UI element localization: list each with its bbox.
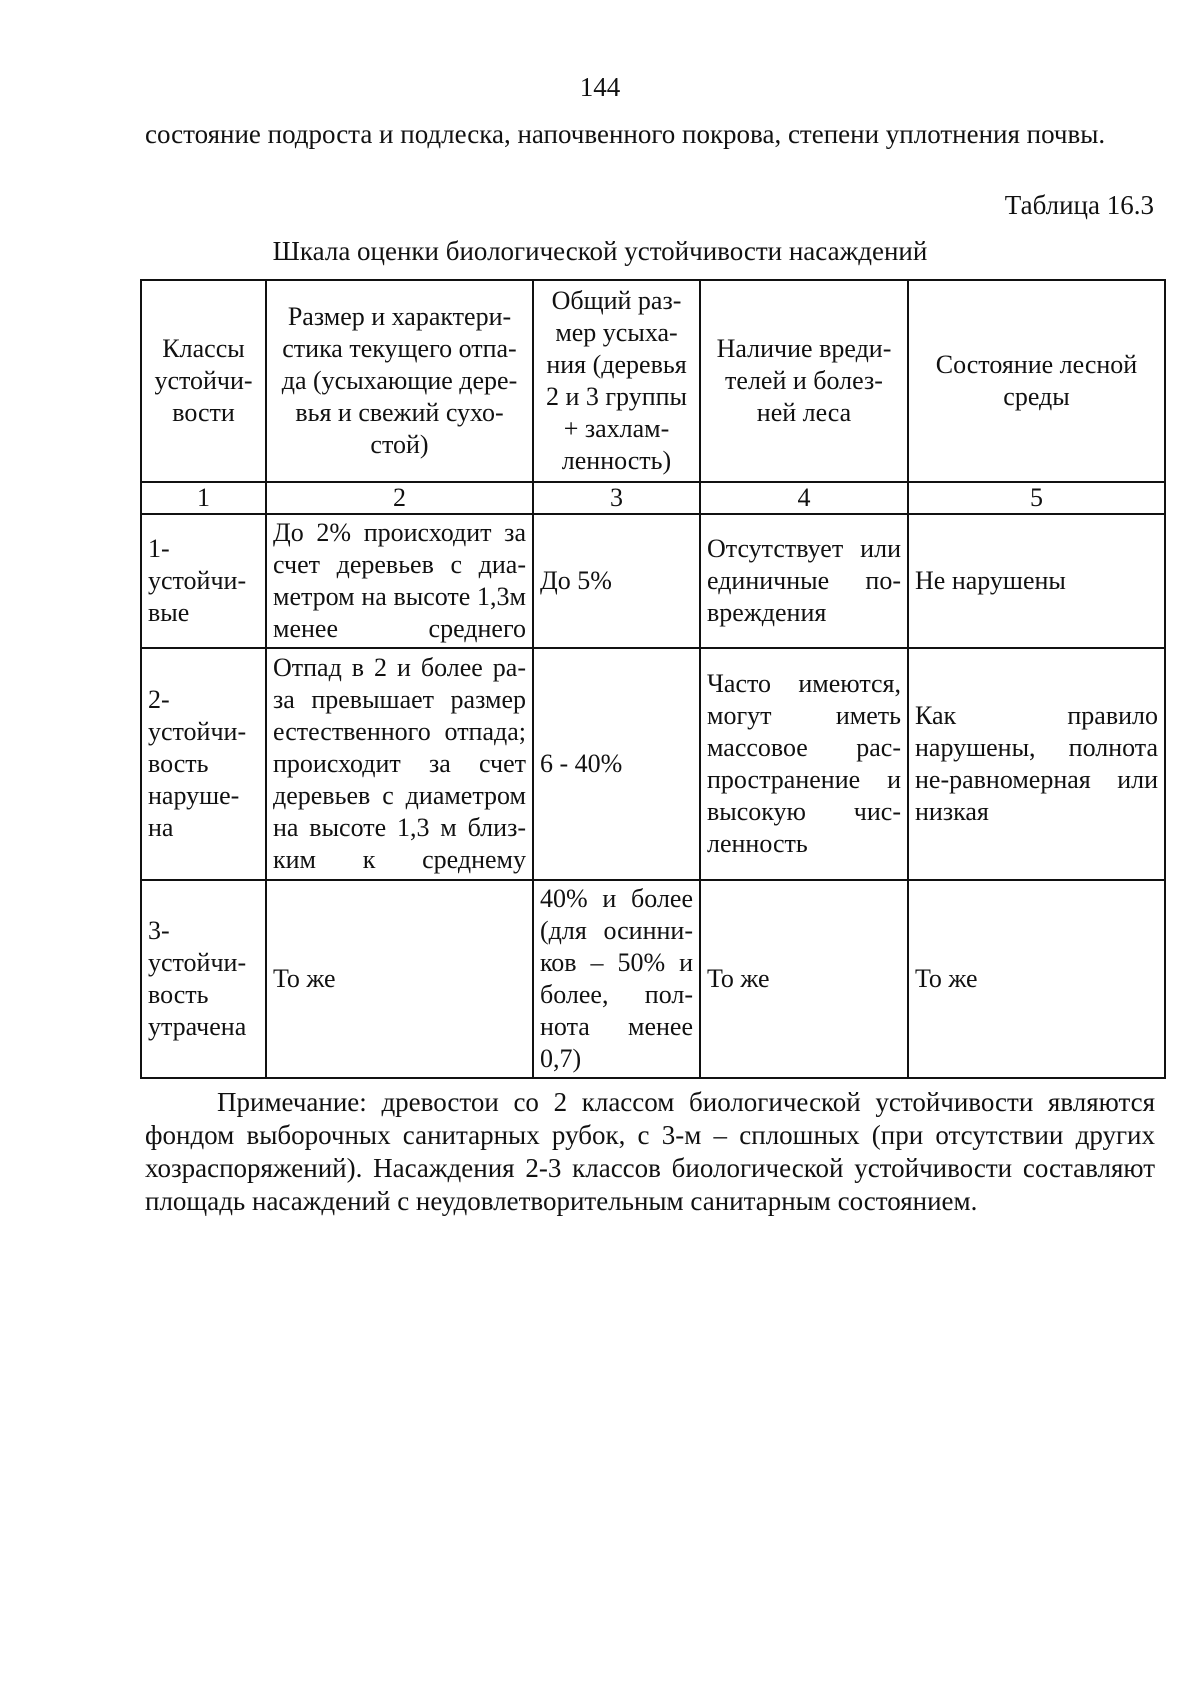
column-number: 3 xyxy=(533,482,700,514)
table-row xyxy=(141,514,1165,648)
table-number: Таблица 16.3 xyxy=(1004,190,1154,220)
environment-cell: Не нарушены xyxy=(908,514,1165,648)
table-row xyxy=(141,648,1165,880)
dieoff-cell: До 2% происходит за счет деревьев с диа-метром на высоте 1,3м менее среднего xyxy=(266,514,533,648)
column-number-row xyxy=(141,482,1165,514)
pests-cell: Отсутствует или единичные по-вреждения xyxy=(700,514,908,648)
dieoff-cell: То же xyxy=(266,880,533,1078)
pests-cell: Часто имеются, могут иметь массовое рас-пространение и высокую чис-ленность xyxy=(700,648,908,880)
total-drying-cell: 40% и более (для осинни-ков – 50% и более, пол-нота менее 0,7) xyxy=(533,880,700,1078)
total-drying-cell: 6 - 40% xyxy=(533,648,700,880)
column-number: 1 xyxy=(141,482,266,514)
header-cell: Наличие вреди-телей и болез-ней леса xyxy=(700,280,908,482)
table-header-row xyxy=(141,280,1165,482)
environment-cell: Как правило нарушены, полнота не-равномерная или низкая xyxy=(908,648,1165,880)
pests-cell: То же xyxy=(700,880,908,1078)
dieoff-cell: Отпад в 2 и более ра-за превышает размер естественного отпада; происходит за счет деревьев с диаметром на высоте 1,3 м близ-ким к среднему xyxy=(266,648,533,880)
total-drying-cell: До 5% xyxy=(533,514,700,648)
column-number: 4 xyxy=(700,482,908,514)
header-cell: Размер и характери-стика текущего отпа-да (усыхающие дере-вья и свежий сухо-стой) xyxy=(266,280,533,482)
header-cell: Состояние лесной среды xyxy=(908,280,1165,482)
class-cell: 2-устойчи-вость наруше-на xyxy=(141,648,266,880)
class-cell: 1-устойчи-вые xyxy=(141,514,266,648)
table-title: Шкала оценки биологической устойчивости насаждений xyxy=(272,236,928,266)
table-row xyxy=(141,880,1165,1078)
note-paragraph: Примечание: древостои со 2 классом биологической устойчивости являются фондом выборочных санитарных рубок, с 3-м – сплошных (при отсутствии других хозраспоряжений). Насаждения 2-3 классов биологической устойчивости составляют площадь насаждений с неудовлетворительным санитарным состоянием. xyxy=(145,1087,1155,1216)
environment-cell: То же xyxy=(908,880,1165,1078)
header-cell: Общий раз-мер усыха-ния (деревья 2 и 3 группы + захлам-ленность) xyxy=(533,280,700,482)
column-number: 2 xyxy=(266,482,533,514)
column-number: 5 xyxy=(908,482,1165,514)
header-cell: Классы устойчи-вости xyxy=(141,280,266,482)
stability-table xyxy=(140,279,1166,1079)
page-number: 144 xyxy=(579,72,621,102)
intro-paragraph: состояние подроста и подлеска, напочвенного покрова, степени уплотнения почвы. xyxy=(145,119,1106,149)
class-cell: 3-устойчи-вость утрачена xyxy=(141,880,266,1078)
